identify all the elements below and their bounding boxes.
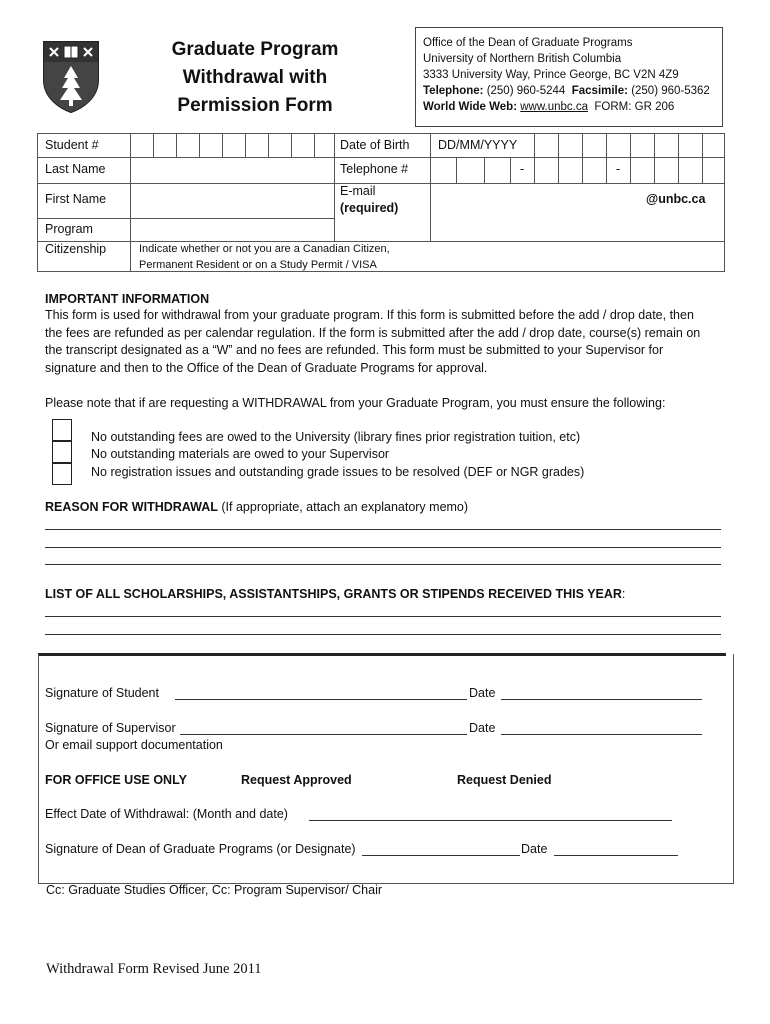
- reason-hint: (If appropriate, attach an explanatory memo): [217, 500, 469, 514]
- program-input[interactable]: [131, 219, 333, 240]
- scholarships-line-1[interactable]: [45, 616, 721, 617]
- form-title: [150, 36, 360, 120]
- effect-date-label: Effect Date of Withdrawal: (Month and date): [45, 807, 288, 821]
- scholarships-colon: :: [621, 587, 626, 601]
- supervisor-signature-line[interactable]: [180, 734, 467, 735]
- checkbox-materials[interactable]: [52, 441, 72, 463]
- checklist-item-materials: No outstanding materials are owed to your Supervisor: [91, 447, 390, 461]
- office-line-2: University of Northern British Columbia: [423, 53, 622, 65]
- student-number-label: Student #: [45, 138, 99, 152]
- office-line-1: Office of the Dean of Graduate Programs: [423, 37, 633, 49]
- reason-line-1[interactable]: [45, 529, 721, 530]
- student-number-input[interactable]: [131, 134, 333, 156]
- first-name-input[interactable]: [131, 184, 333, 217]
- reason-label: REASON FOR WITHDRAWAL: [45, 500, 218, 514]
- dean-date-label: Date: [521, 842, 548, 856]
- office-web-line: [423, 99, 722, 115]
- reason-line-3[interactable]: [45, 564, 721, 565]
- dean-signature-label: Signature of Dean of Graduate Programs (or Designate): [45, 842, 356, 856]
- telephone-label: Telephone:: [423, 85, 484, 97]
- phone-separator-2: -: [616, 162, 621, 176]
- office-line-3: 3333 University Way, Prince George, BC V2N 4Z9: [423, 69, 679, 81]
- withdrawal-note: Please note that if are requesting a WITHDRAWAL from your Graduate Program, you must ensure the following:: [45, 396, 666, 410]
- citizenship-note-1: Indicate whether or not you are a Canadian Citizen,: [139, 243, 390, 255]
- request-approved[interactable]: Request Approved: [241, 773, 352, 787]
- student-date-line[interactable]: [501, 699, 702, 700]
- telephone-value: (250) 960-5244: [486, 85, 566, 97]
- dean-date-line[interactable]: [554, 855, 678, 856]
- title-line-2: Withdrawal with: [182, 67, 328, 88]
- email-input[interactable]: [431, 184, 641, 240]
- citizenship-note-2: Permanent Resident or on a Study Permit / VISA: [139, 259, 377, 271]
- student-signature-label: Signature of Student: [45, 686, 159, 700]
- office-phone-line: [423, 83, 722, 99]
- dob-placeholder: DD/MM/YYYY: [438, 138, 518, 152]
- footer-revision: Withdrawal Form Revised June 2011: [46, 961, 262, 977]
- phone-separator-1: -: [520, 162, 525, 176]
- first-name-label: First Name: [45, 192, 107, 206]
- program-label: Program: [45, 222, 93, 236]
- office-use-label: FOR OFFICE USE ONLY: [45, 773, 187, 787]
- reason-heading: [45, 499, 735, 517]
- facsimile-label: Facsimile:: [571, 85, 628, 97]
- office-contact-box: [415, 27, 723, 127]
- request-denied[interactable]: Request Denied: [457, 773, 552, 787]
- scholarships-label: LIST OF ALL SCHOLARSHIPS, ASSISTANTSHIPS, GRANTS OR STIPENDS RECEIVED THIS YEAR: [45, 587, 622, 601]
- scholarships-heading: [45, 586, 735, 604]
- info-line-2: the fees are refunded as per calendar regulation. If the form is submitted after the add / drop date, course(s) remain on: [45, 326, 701, 340]
- info-line-1: This form is used for withdrawal from your graduate program. If this form is submitted before the add / drop date, then: [45, 308, 694, 322]
- title-line-1: Graduate Program: [171, 39, 339, 60]
- supervisor-date-label: Date: [469, 721, 496, 735]
- email-label: E-mail: [340, 184, 376, 198]
- last-name-label: Last Name: [45, 162, 106, 176]
- cc-line: Cc: Graduate Studies Officer, Cc: Program Supervisor/ Chair: [46, 883, 383, 897]
- checklist-item-fees: No outstanding fees are owed to the University (library fines prior registration tuition, etc): [91, 430, 581, 444]
- important-info-heading: IMPORTANT INFORMATION: [45, 292, 210, 306]
- supervisor-signature-label: Signature of Supervisor: [45, 721, 176, 735]
- student-info-table: [37, 133, 725, 272]
- web-label: World Wide Web:: [423, 101, 518, 113]
- info-line-3: the transcript designated as a “W” and no fees are refunded. This form must be submitted to your Supervisor for: [45, 343, 664, 357]
- checkbox-fees[interactable]: [52, 419, 72, 441]
- reason-line-2[interactable]: [45, 547, 721, 548]
- telephone-label: Telephone #: [340, 162, 409, 176]
- last-name-input[interactable]: [131, 158, 333, 182]
- effect-date-line[interactable]: [309, 820, 672, 821]
- info-line-4: signature and then to the Office of the Dean of Graduate Programs for approval.: [45, 361, 488, 375]
- email-support-note: Or email support documentation: [45, 738, 223, 752]
- supervisor-date-line[interactable]: [501, 734, 702, 735]
- title-line-3: Permission Form: [177, 95, 333, 116]
- citizenship-label: Citizenship: [45, 242, 107, 256]
- telephone-input[interactable]: [431, 158, 723, 182]
- facsimile-value: (250) 960-5362: [631, 85, 710, 97]
- scholarships-line-2[interactable]: [45, 634, 721, 635]
- unbc-crest-logo: [42, 40, 100, 114]
- web-link[interactable]: www.unbc.ca: [520, 101, 588, 113]
- checklist-item-registration: No registration issues and outstanding grade issues to be resolved (DEF or NGR grades): [91, 465, 585, 479]
- dean-signature-line[interactable]: [362, 855, 520, 856]
- checkbox-registration[interactable]: [52, 463, 72, 485]
- email-required: (required): [340, 201, 399, 215]
- email-domain: @unbc.ca: [646, 192, 706, 206]
- dob-label: Date of Birth: [340, 138, 410, 152]
- form-code: FORM: GR 206: [594, 101, 675, 113]
- student-date-label: Date: [469, 686, 496, 700]
- student-signature-line[interactable]: [175, 699, 467, 700]
